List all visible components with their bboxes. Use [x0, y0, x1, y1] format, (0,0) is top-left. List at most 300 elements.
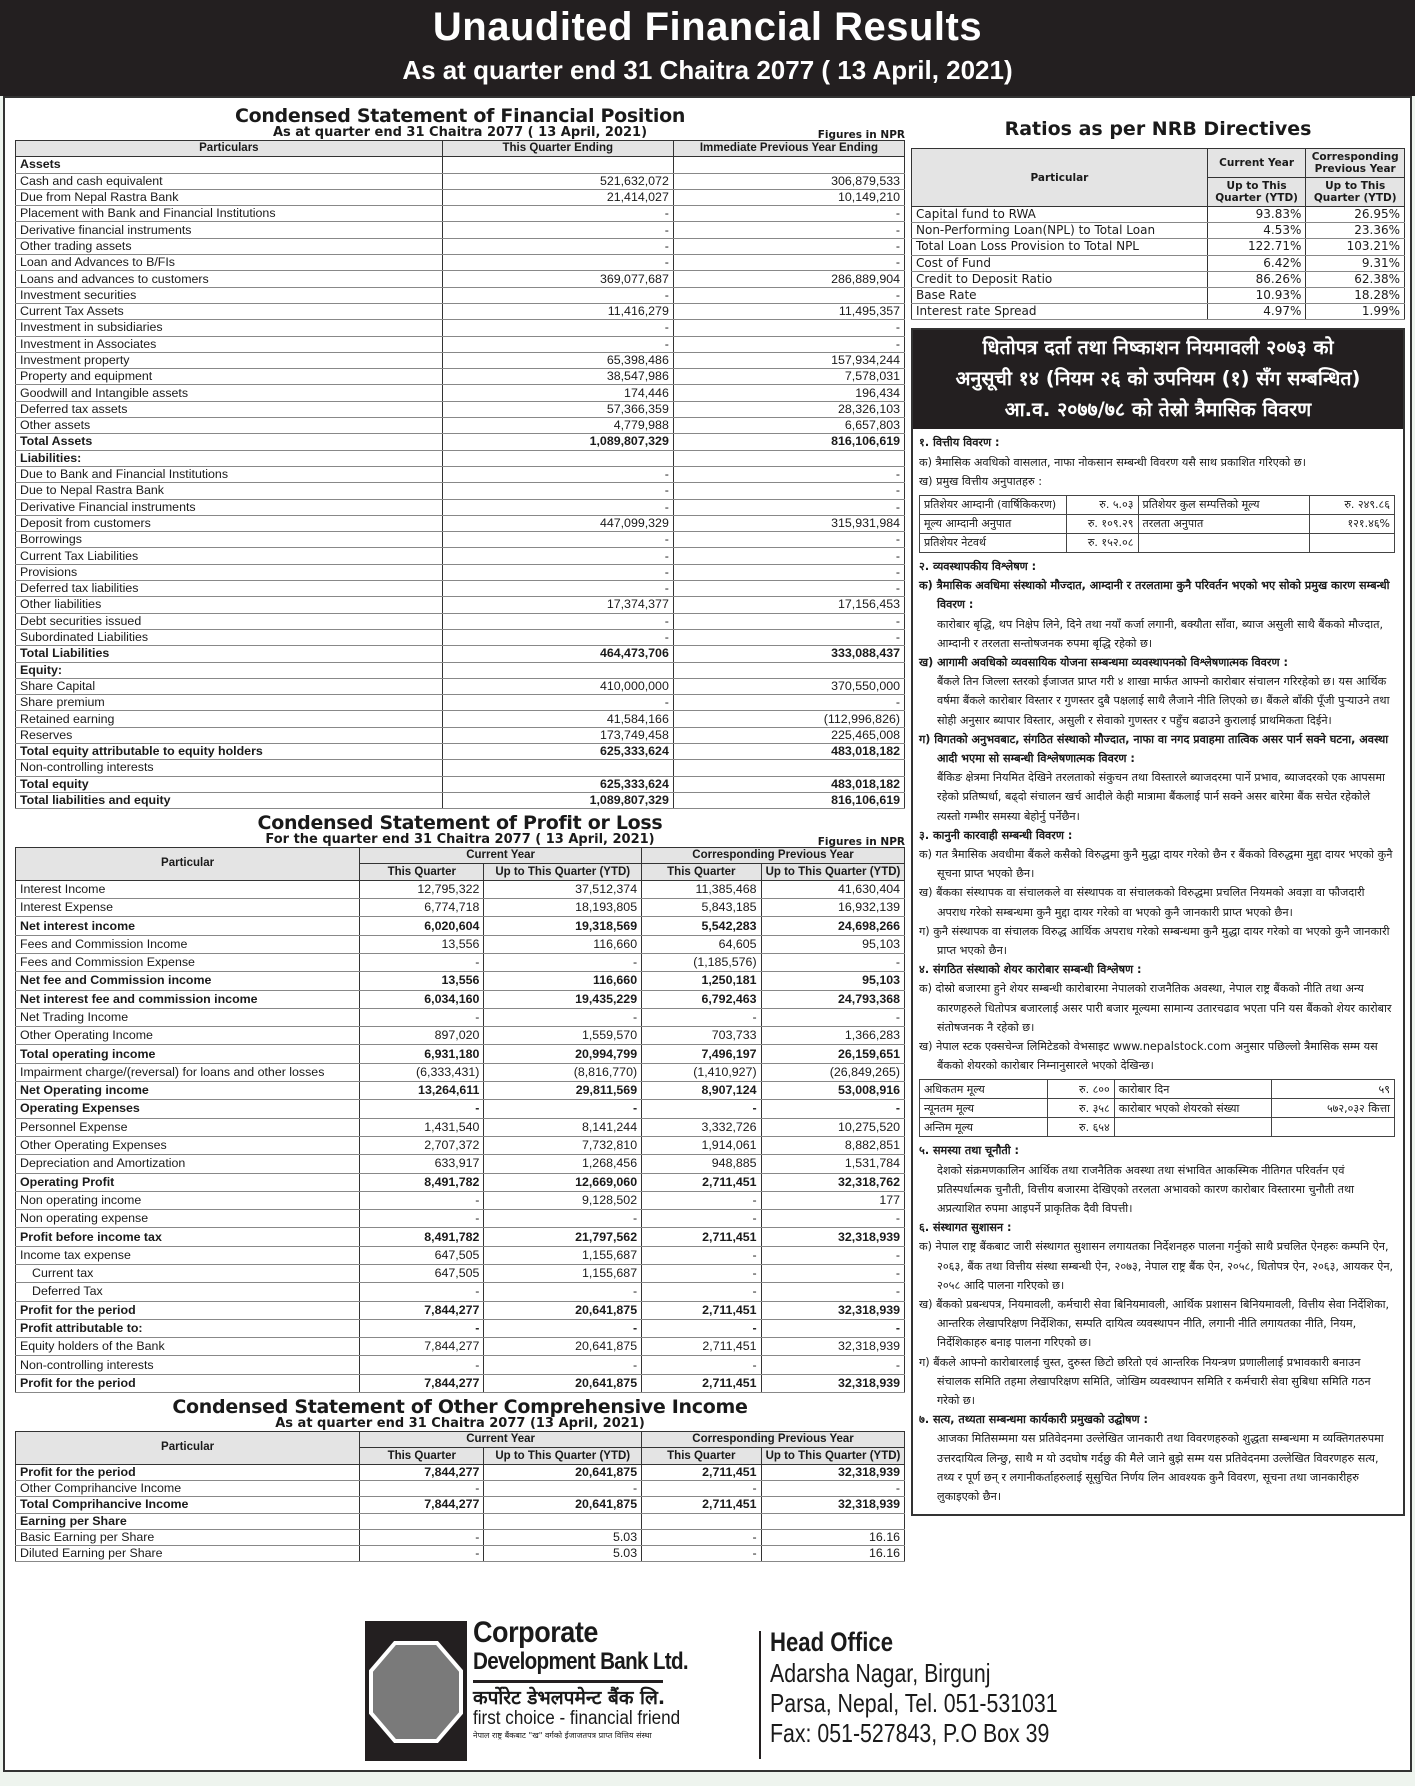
- value-cy-ytd: -: [484, 1210, 642, 1228]
- section-4-b: ख) नेपाल स्टक एक्सचेन्ज लिमिटेडको वेभसाइट www.nepalstock.com अनुसार पछिल्लो त्रैमासिक सम्म यस बैंकको शेयरको कारोबार निम्नानुसारले भएको देखिन्छ।: [919, 1040, 1378, 1073]
- value-py-this-quarter: -: [642, 1356, 761, 1374]
- value-cy-ytd: 9,128,502: [484, 1191, 642, 1209]
- section-2-a-title: क) त्रैमासिक अवधिमा संस्थाको मौज्दात, आम्दानी र तरलतामा कुनै परिवर्तन भएको भए सोको प्रमुख कारण सम्बन्धी विवरण :: [919, 579, 1390, 612]
- value-this-quarter: 464,473,706: [442, 646, 673, 662]
- value-this-quarter: -: [442, 255, 673, 271]
- ratio-current: 93.83%: [1207, 207, 1306, 223]
- banner: [0, 0, 1415, 96]
- cell-label: प्रतिशेयर आम्दानी (वार्षिकिकरण): [920, 495, 1067, 514]
- value-py-ytd: -: [761, 1283, 904, 1301]
- value-py-this-quarter: 5,542,283: [642, 917, 761, 935]
- row-label: Goodwill and Intangible assets: [16, 385, 443, 401]
- value-cy-this-quarter: 6,020,604: [360, 917, 484, 935]
- col-header-particulars: Particulars: [16, 141, 443, 157]
- row-label: Net interest income: [16, 917, 360, 935]
- left-column: [15, 106, 905, 1562]
- bank-footer: [360, 1616, 1080, 1761]
- profit-loss-subtitle-text: For the quarter end 31 Chaitra 2077 ( 13 April, 2021): [265, 832, 655, 848]
- value-py-this-quarter: 948,885: [642, 1155, 761, 1173]
- value-cy-this-quarter: 12,795,322: [360, 880, 484, 898]
- section-3-title: ३. कानुनी कारवाही सम्बन्धी विवरण :: [919, 828, 1073, 842]
- value-cy-ytd: 1,155,687: [484, 1246, 642, 1264]
- cell-label: मूल्य आम्दानी अनुपात: [920, 514, 1067, 533]
- value-this-quarter: -: [442, 222, 673, 238]
- value-this-quarter: -: [442, 613, 673, 629]
- cell-value: ५९: [1271, 1080, 1395, 1099]
- row-label: Operating Expenses: [16, 1100, 360, 1118]
- document-frame: [3, 96, 1412, 1772]
- value-py-ytd: 177: [761, 1191, 904, 1209]
- table-row: [16, 206, 905, 222]
- ratio-label: Interest rate Spread: [912, 304, 1208, 320]
- value-cy-this-quarter: -: [360, 1210, 484, 1228]
- row-label: Share premium: [16, 695, 443, 711]
- table-row: [16, 336, 905, 352]
- table-row: [16, 1319, 905, 1337]
- value-this-quarter: 17,374,377: [442, 597, 673, 613]
- ratio-current: 86.26%: [1207, 271, 1306, 287]
- section-5-title: ५. समस्या तथा चूनौती :: [919, 1144, 1020, 1158]
- table-row: [912, 255, 1405, 271]
- table-row: [16, 238, 905, 254]
- value-cy-ytd: [484, 1513, 642, 1529]
- value-cy-ytd: 20,641,875: [484, 1374, 642, 1392]
- row-label: Net Trading Income: [16, 1008, 360, 1026]
- row-label: Retained earning: [16, 711, 443, 727]
- row-label: Investment in subsidiaries: [16, 320, 443, 336]
- oci-table: [15, 1431, 905, 1562]
- value-cy-this-quarter: 7,844,277: [360, 1464, 484, 1480]
- value-py-ytd: 41,630,404: [761, 880, 904, 898]
- table-row: [16, 352, 905, 368]
- value-prev-year: -: [673, 548, 904, 564]
- value-cy-ytd: 19,318,569: [484, 917, 642, 935]
- value-cy-this-quarter: (6,333,431): [360, 1063, 484, 1081]
- cell-label: प्रतिशेयर कुल सम्पत्तिको मूल्य: [1138, 495, 1309, 514]
- value-this-quarter: 369,077,687: [442, 271, 673, 287]
- banner-title: Unaudited Financial Results: [432, 5, 983, 49]
- profit-loss-subtitle: [15, 833, 905, 847]
- financial-position-section: [15, 106, 905, 809]
- financial-position-subtitle-text: As at quarter end 31 Chaitra 2077 ( 13 April, 2021): [272, 125, 648, 140]
- value-this-quarter: -: [442, 206, 673, 222]
- table-row: [16, 1529, 905, 1545]
- table-row: [16, 418, 905, 434]
- col-header-cy-this-quarter: This Quarter: [360, 1448, 484, 1464]
- ratio-current: 10.93%: [1207, 287, 1306, 303]
- table-row: [16, 515, 905, 531]
- cell-value: रु. १०९.२९: [1067, 514, 1138, 533]
- value-py-this-quarter: -: [642, 1210, 761, 1228]
- value-py-ytd: 32,318,939: [761, 1464, 904, 1480]
- value-py-ytd: 8,882,851: [761, 1136, 904, 1154]
- value-this-quarter: -: [442, 287, 673, 303]
- value-py-this-quarter: 7,496,197: [642, 1045, 761, 1063]
- section-3-a: क) गत त्रैमासिक अवधीमा बैंकले कसैको विरुद्धमा कुनै मुद्धा दायर गरेको छैन र बैंकको विरुद्धमा मुद्दा दायर भएको कुनै सूचना प्राप्त भएको छैन।: [919, 847, 1393, 881]
- value-cy-ytd: 8,141,244: [484, 1118, 642, 1136]
- profit-loss-table: [15, 847, 905, 1393]
- table-row: [16, 1045, 905, 1063]
- value-py-this-quarter: 1,914,061: [642, 1136, 761, 1154]
- value-py-this-quarter: -: [642, 1480, 761, 1496]
- value-this-quarter: -: [442, 320, 673, 336]
- section-4-title: ४. संगठित संस्थाको शेयर कारोबार सम्बन्धी विश्लेषण :: [919, 963, 1142, 977]
- table-row: [912, 271, 1405, 287]
- col-header-this-quarter: This Quarter Ending: [442, 141, 673, 157]
- value-cy-this-quarter: -: [360, 1546, 484, 1562]
- col-header-prev-year: Immediate Previous Year Ending: [673, 141, 904, 157]
- value-py-ytd: -: [761, 1356, 904, 1374]
- table-row: [16, 581, 905, 597]
- cell-value: ५७२,०३२ कित्ता: [1271, 1099, 1395, 1118]
- value-py-this-quarter: 703,733: [642, 1027, 761, 1045]
- value-this-quarter: 41,584,166: [442, 711, 673, 727]
- value-py-ytd: 32,318,939: [761, 1338, 904, 1356]
- value-prev-year: (112,996,826): [673, 711, 904, 727]
- table-row: [16, 499, 905, 515]
- value-prev-year: -: [673, 695, 904, 711]
- col-header-py-ytd: Up to This Quarter (YTD): [761, 864, 904, 880]
- row-label: Property and equipment: [16, 369, 443, 385]
- value-this-quarter: -: [442, 499, 673, 515]
- table-row: [16, 1228, 905, 1246]
- value-cy-this-quarter: 8,491,782: [360, 1173, 484, 1191]
- table-row: [16, 385, 905, 401]
- value-this-quarter: 174,446: [442, 385, 673, 401]
- head-office-info: [770, 1626, 1058, 1748]
- financial-position-body: [16, 157, 905, 809]
- value-cy-ytd: 20,641,875: [484, 1338, 642, 1356]
- row-label: Depreciation and Amortization: [16, 1155, 360, 1173]
- table-row: [912, 287, 1405, 303]
- value-prev-year: [673, 157, 904, 173]
- row-label: Other Comprihancive Income: [16, 1480, 360, 1496]
- financial-position-title: Condensed Statement of Financial Position: [234, 105, 686, 127]
- octagon-logo-icon: [365, 1621, 467, 1761]
- share-trading-table: [919, 1079, 1395, 1137]
- value-cy-this-quarter: 633,917: [360, 1155, 484, 1173]
- office-fax: Fax: 051-527843, P.O Box 39: [770, 1718, 1050, 1748]
- cell-value: [1271, 1118, 1395, 1137]
- table-row: [16, 1027, 905, 1045]
- col-header-cy-this-quarter: This Quarter: [360, 864, 484, 880]
- row-label: Borrowings: [16, 532, 443, 548]
- cell-label: [1138, 533, 1309, 552]
- value-prev-year: -: [673, 499, 904, 515]
- value-py-this-quarter: -: [642, 1246, 761, 1264]
- cell-value: रु. ५.०३: [1067, 495, 1138, 514]
- cell-label: कारोबार भएको शेयरको संख्या: [1114, 1099, 1271, 1118]
- table-row: [16, 1173, 905, 1191]
- value-cy-this-quarter: -: [360, 953, 484, 971]
- value-prev-year: -: [673, 466, 904, 482]
- section-2-c-title: ग) विगतको अनुभवबाट, संगठित संस्थाको मौज्दात, नाफा वा नगद प्रवाहमा तात्विक असर पार्न सक्ने घटना, अवस्था आदी भएमा सो सम्बन्धी विश्लेषणात्मक विवरण :: [919, 732, 1389, 765]
- table-row: [16, 548, 905, 564]
- table-row: [16, 990, 905, 1008]
- value-cy-ytd: 20,641,875: [484, 1497, 642, 1513]
- table-row: [16, 1480, 905, 1496]
- value-prev-year: 196,434: [673, 385, 904, 401]
- table-row: [16, 597, 905, 613]
- table-row: [16, 695, 905, 711]
- value-prev-year: -: [673, 238, 904, 254]
- value-cy-this-quarter: 6,034,160: [360, 990, 484, 1008]
- table-row: [16, 743, 905, 759]
- col-header-previous-year: Corresponding Previous Year: [642, 848, 905, 864]
- section-2-a-body: कारोबार बृद्धि, थप निक्षेप लिने, दिने तथा नयाँ कर्जा लगानी, बक्यौता साँवा, ब्याज असुली साथै बैंकको मौज्दात, आम्दानी र तरलता सन्तोषजनक रुपमा बृद्धि रहेको छ।: [937, 617, 1384, 650]
- value-py-this-quarter: -: [642, 1191, 761, 1209]
- ratio-label: Total Loan Loss Provision to Total NPL: [912, 239, 1208, 255]
- value-this-quarter: -: [442, 483, 673, 499]
- value-this-quarter: -: [442, 581, 673, 597]
- row-label: Total Comprihancive Income: [16, 1497, 360, 1513]
- table-row: [16, 303, 905, 319]
- value-prev-year: -: [673, 222, 904, 238]
- value-prev-year: -: [673, 532, 904, 548]
- value-this-quarter: 410,000,000: [442, 678, 673, 694]
- table-header-row: [16, 1432, 905, 1448]
- value-cy-ytd: 116,660: [484, 935, 642, 953]
- value-py-ytd: 95,103: [761, 935, 904, 953]
- ratio-current: 4.53%: [1207, 223, 1306, 239]
- table-row: [16, 613, 905, 629]
- ratio-previous: 18.28%: [1306, 287, 1405, 303]
- table-row: [16, 532, 905, 548]
- row-label: Total Liabilities: [16, 646, 443, 662]
- value-this-quarter: [442, 760, 673, 776]
- table-row: [16, 899, 905, 917]
- value-py-ytd: 32,318,939: [761, 1228, 904, 1246]
- table-row: [16, 935, 905, 953]
- value-this-quarter: 447,099,329: [442, 515, 673, 531]
- heading-line: धितोपत्र दर्ता तथा निष्काशन नियमावली २०७३ को: [982, 336, 1334, 360]
- value-cy-this-quarter: 8,491,782: [360, 1228, 484, 1246]
- section-1-title: १. वित्तीय विवरण :: [919, 436, 1000, 450]
- value-cy-ytd: -: [484, 1100, 642, 1118]
- row-label: Other trading assets: [16, 238, 443, 254]
- table-row: [16, 369, 905, 385]
- value-cy-ytd: 116,660: [484, 972, 642, 990]
- section-2-b-title: ख) आगामी अवधिको व्यवसायिक योजना सम्बन्धमा व्यवस्थापनको विश्लेषणात्मक विवरण :: [919, 655, 1288, 669]
- value-py-ytd: (26,849,265): [761, 1063, 904, 1081]
- table-row: [16, 1210, 905, 1228]
- value-py-this-quarter: -: [642, 1100, 761, 1118]
- table-header-row: [912, 149, 1405, 178]
- value-this-quarter: -: [442, 466, 673, 482]
- table-row: [16, 711, 905, 727]
- ratio-label: Credit to Deposit Ratio: [912, 271, 1208, 287]
- row-label: Debt securities issued: [16, 613, 443, 629]
- table-row: [16, 880, 905, 898]
- row-label: Net interest fee and commission income: [16, 990, 360, 1008]
- row-label: Subordinated Liabilities: [16, 629, 443, 645]
- cell-value: १२१.४६%: [1309, 514, 1395, 533]
- value-py-this-quarter: -: [642, 1283, 761, 1301]
- table-row: [16, 1136, 905, 1154]
- cell-label: न्यूनतम मूल्य: [920, 1099, 1048, 1118]
- table-row: [16, 1301, 905, 1319]
- value-prev-year: 370,550,000: [673, 678, 904, 694]
- col-header-py-ytd: Up to This Quarter (YTD): [1306, 178, 1405, 207]
- ratio-previous: 26.95%: [1306, 207, 1405, 223]
- table-row: [16, 776, 905, 792]
- value-prev-year: 286,889,904: [673, 271, 904, 287]
- value-cy-this-quarter: 647,505: [360, 1246, 484, 1264]
- right-column: [911, 106, 1405, 1516]
- table-row: [16, 792, 905, 808]
- table-row: [16, 466, 905, 482]
- oci-section: [15, 1397, 905, 1562]
- table-row: [16, 1063, 905, 1081]
- value-this-quarter: 4,779,988: [442, 418, 673, 434]
- cell-label: [1114, 1118, 1271, 1137]
- value-prev-year: [673, 760, 904, 776]
- office-title: Head Office: [770, 1627, 894, 1657]
- table-row: [16, 760, 905, 776]
- table-row: [16, 1191, 905, 1209]
- value-this-quarter: 21,414,027: [442, 189, 673, 205]
- value-py-ytd: 95,103: [761, 972, 904, 990]
- value-cy-ytd: -: [484, 1008, 642, 1026]
- value-cy-this-quarter: 13,556: [360, 935, 484, 953]
- table-row: [16, 1497, 905, 1513]
- row-label: Placement with Bank and Financial Institutions: [16, 206, 443, 222]
- row-label: Due to Bank and Financial Institutions: [16, 466, 443, 482]
- row-label: Non-controlling interests: [16, 1356, 360, 1374]
- value-cy-ytd: -: [484, 1480, 642, 1496]
- nepali-disclosure-heading: [913, 330, 1403, 429]
- row-label: Due to Nepal Rastra Bank: [16, 483, 443, 499]
- brand-name-line2: Development Bank Ltd.: [473, 1648, 688, 1675]
- row-label: Equity:: [16, 662, 443, 678]
- row-label: Net fee and Commission income: [16, 972, 360, 990]
- value-py-this-quarter: 11,385,468: [642, 880, 761, 898]
- table-row: [16, 157, 905, 173]
- value-this-quarter: -: [442, 564, 673, 580]
- ratios-title: Ratios as per NRB Directives: [1004, 118, 1312, 140]
- value-py-this-quarter: 6,792,463: [642, 990, 761, 1008]
- table-row: [912, 304, 1405, 320]
- section-6-b: ख) बैंकको प्रबन्धपत्र, नियमावली, कर्मचारी सेवा बिनियमावली, आर्थिक प्रशासन बिनियमावली, वित्तीय सेवा निर्देशिका, आन्तरिक लेखापरिक्षण निर्देशिका, सम्पति दायित्व व्यवस्थापन नीति, लगानी नीति लगायतका नीति, नियम, निर्देशिकाहरु बनाइ पालना गरिएको छ।: [919, 1298, 1390, 1350]
- row-label: Cash and cash equivalent: [16, 173, 443, 189]
- value-cy-ytd: -: [484, 953, 642, 971]
- table-row: [16, 1513, 905, 1529]
- section-4-a: क) दोस्रो बजारमा हुने शेयर सम्बन्धी कारोबारमा नेपालको राजनैतिक अवस्था, नेपाल राष्ट्र बैंकको नीति तथा अन्य कारणहरुले धितोपत्र बजारलाई असर पारी बजार मूल्यमा सामान्य उतारचढाव भएता पनि यस बैंकको शेयर कारोबार संतोषजनक नै रहेको छ।: [919, 982, 1392, 1034]
- value-prev-year: -: [673, 581, 904, 597]
- ratio-label: Cost of Fund: [912, 255, 1208, 271]
- value-cy-ytd: -: [484, 1356, 642, 1374]
- col-header-current-year: Current Year: [1207, 149, 1306, 178]
- table-row: [920, 1099, 1395, 1118]
- value-cy-ytd: 5.03: [484, 1529, 642, 1545]
- section-6-c: ग) बैंकले आफ्नो कारोबारलाई चुस्त, दुरुस्त छिटो छरितो एवं आन्तरिक नियन्त्रण प्रणालीलाई प्रभावकारी बनाउन संचालक समिति तहमा लेखापरिक्षण समिति, जोखिम व्यवस्थापन समिति र कर्मचारी सेवा सुबिधा समिति गठन गरेको छ।: [919, 1355, 1371, 1408]
- row-label: Fees and Commission Income: [16, 935, 360, 953]
- col-header-py-this-quarter: This Quarter: [642, 1448, 761, 1464]
- row-label: Total Assets: [16, 434, 443, 450]
- value-cy-this-quarter: -: [360, 1319, 484, 1337]
- value-prev-year: 306,879,533: [673, 173, 904, 189]
- table-row: [16, 1008, 905, 1026]
- section-1-b: ख) प्रमुख वित्तीय अनुपातहरु :: [919, 474, 1042, 488]
- row-label: Due from Nepal Rastra Bank: [16, 189, 443, 205]
- value-prev-year: 315,931,984: [673, 515, 904, 531]
- row-label: Other Operating Expenses: [16, 1136, 360, 1154]
- table-row: [16, 1356, 905, 1374]
- row-label: Earning per Share: [16, 1513, 360, 1529]
- row-label: Other assets: [16, 418, 443, 434]
- value-this-quarter: [442, 157, 673, 173]
- value-this-quarter: 57,366,359: [442, 401, 673, 417]
- row-label: Current Tax Liabilities: [16, 548, 443, 564]
- value-prev-year: -: [673, 206, 904, 222]
- value-py-ytd: 53,008,916: [761, 1082, 904, 1100]
- row-label: Other Operating Income: [16, 1027, 360, 1045]
- value-py-ytd: -: [761, 953, 904, 971]
- value-cy-this-quarter: -: [360, 1480, 484, 1496]
- key-ratios-table: [919, 495, 1395, 553]
- table-header-row: [16, 141, 905, 157]
- footer-divider: [759, 1631, 761, 1759]
- value-this-quarter: [442, 450, 673, 466]
- table-row: [16, 320, 905, 336]
- ratio-current: 4.97%: [1207, 304, 1306, 320]
- ratio-current: 122.71%: [1207, 239, 1306, 255]
- value-py-this-quarter: 2,711,451: [642, 1173, 761, 1191]
- value-this-quarter: -: [442, 629, 673, 645]
- section-6-a: क) नेपाल राष्ट्र बैंकबाट जारी संस्थागत सुशासन लगायतका निर्देशनहरु पालना गर्नुको साथै प्रचलित ऐनहरुः कम्पनि ऐन, २०६३, बैंक तथा वित्तीय संस्था सम्बन्धी ऐन, २०७३, नेपाल राष्ट्र बैंक ऐन, २०५८, धितोपत्र ऐन, २०६३, आयकर ऐन, २०५८ आदि पालना गरिएको छ।: [919, 1240, 1394, 1292]
- value-this-quarter: -: [442, 548, 673, 564]
- table-row: [920, 1080, 1395, 1099]
- row-label: Profit for the period: [16, 1374, 360, 1392]
- value-prev-year: -: [673, 336, 904, 352]
- value-py-this-quarter: -: [642, 1529, 761, 1545]
- value-py-this-quarter: 5,843,185: [642, 899, 761, 917]
- value-py-this-quarter: 2,711,451: [642, 1464, 761, 1480]
- value-cy-this-quarter: -: [360, 1100, 484, 1118]
- ratio-previous: 9.31%: [1306, 255, 1405, 271]
- value-cy-this-quarter: 7,844,277: [360, 1374, 484, 1392]
- row-label: Total equity attributable to equity holders: [16, 743, 443, 759]
- value-this-quarter: 11,416,279: [442, 303, 673, 319]
- profit-loss-section: [15, 813, 905, 1393]
- value-cy-ytd: 18,193,805: [484, 899, 642, 917]
- table-row: [16, 1283, 905, 1301]
- license-note: नेपाल राष्ट्र बैंकबाट "ख" वर्गको ईजाजतपत्र प्राप्त वित्तिय संस्था: [473, 1731, 652, 1740]
- value-py-ytd: -: [761, 1100, 904, 1118]
- value-this-quarter: 1,089,807,329: [442, 434, 673, 450]
- value-cy-this-quarter: 647,505: [360, 1265, 484, 1283]
- col-header-py-ytd: Up to This Quarter (YTD): [761, 1448, 904, 1464]
- table-row: [16, 953, 905, 971]
- value-this-quarter: 173,749,458: [442, 727, 673, 743]
- value-py-ytd: 24,698,266: [761, 917, 904, 935]
- value-py-this-quarter: -: [642, 1265, 761, 1283]
- value-py-this-quarter: (1,410,927): [642, 1063, 761, 1081]
- figures-note: Figures in NPR: [817, 836, 905, 849]
- row-label: Derivative Financial instruments: [16, 499, 443, 515]
- value-this-quarter: [442, 662, 673, 678]
- value-py-this-quarter: 8,907,124: [642, 1082, 761, 1100]
- value-cy-this-quarter: -: [360, 1191, 484, 1209]
- value-this-quarter: -: [442, 336, 673, 352]
- row-label: Diluted Earning per Share: [16, 1546, 360, 1562]
- value-py-ytd: 32,318,762: [761, 1173, 904, 1191]
- value-prev-year: [673, 450, 904, 466]
- col-header-cy-ytd: Up to This Quarter (YTD): [1207, 178, 1306, 207]
- value-cy-ytd: (8,816,770): [484, 1063, 642, 1081]
- value-py-this-quarter: -: [642, 1546, 761, 1562]
- section-3-c: ग) कुनै संस्थापक वा संचालक विरुद्ध आर्थिक अपराध गरेको सम्बन्धमा कुनै मुद्धा दायर गरेको वा भएको कुनै जानकारी प्राप्त भएको छैन।: [919, 924, 1390, 957]
